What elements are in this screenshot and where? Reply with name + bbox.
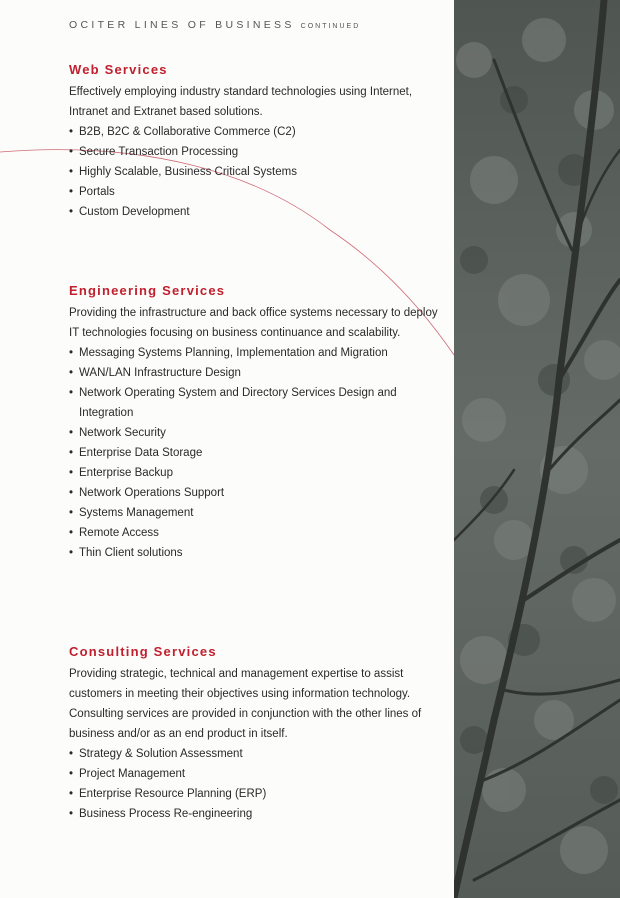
list-item: • Enterprise Data Storage [69,443,439,463]
section-web-services [69,62,439,222]
bullet-icon: • [69,447,74,459]
header-title: OCITER LINES OF BUSINESS [69,19,295,31]
list-item: • Custom Development [69,202,439,222]
section-heading: Web Services [69,62,168,77]
bullet-icon: • [69,547,74,559]
section-intro: Providing strategic, technical and management expertise to assist customers in meeting their objectives using information technology. Consulting services are provided in conjunction with the other lines of business and/or as an end product in itself. [69,668,422,740]
list-item: • WAN/LAN Infrastructure Design [69,363,439,383]
list-item: • Enterprise Resource Planning (ERP) [69,784,439,804]
tree-photo [454,0,620,898]
list-item: • B2B, B2C & Collaborative Commerce (C2) [69,122,439,142]
list-item: • Thin Client solutions [69,543,439,563]
section-intro: Effectively employing industry standard technologies using Internet, Intranet and Extranet based solutions. [69,86,413,118]
service-list [69,343,439,563]
bullet-icon: • [69,427,74,439]
list-item: • Secure Transaction Processing [69,142,439,162]
bullet-icon: • [69,347,74,359]
bullet-icon: • [69,527,74,539]
bullet-icon: • [69,487,74,499]
list-item: • Remote Access [69,523,439,543]
section-consulting-services [69,644,439,824]
service-list [69,744,439,824]
list-item: • Systems Management [69,503,439,523]
bullet-icon: • [69,206,74,218]
bullet-icon: • [69,186,74,198]
list-item: • Project Management [69,764,439,784]
section-heading: Engineering Services [69,283,226,298]
bullet-icon: • [69,126,74,138]
bullet-icon: • [69,808,74,820]
list-item: • Business Process Re-engineering [69,804,439,824]
list-item: • Network Operating System and Directory Services Design and Integration [69,383,439,423]
bullet-icon: • [69,146,74,158]
list-item: • Highly Scalable, Business Critical Systems [69,162,439,182]
list-item: • Portals [69,182,439,202]
section-heading: Consulting Services [69,644,217,659]
tree-photo-graphic [454,0,620,898]
bullet-icon: • [69,788,74,800]
section-engineering-services [69,283,439,563]
bullet-icon: • [69,507,74,519]
list-item: • Network Operations Support [69,483,439,503]
list-item: • Strategy & Solution Assessment [69,744,439,764]
page-header [69,19,360,31]
bullet-icon: • [69,387,74,399]
bullet-icon: • [69,768,74,780]
bullet-icon: • [69,166,74,178]
service-list [69,122,439,222]
bullet-icon: • [69,367,74,379]
list-item: • Messaging Systems Planning, Implementation and Migration [69,343,439,363]
list-item: • Enterprise Backup [69,463,439,483]
list-item: • Network Security [69,423,439,443]
bullet-icon: • [69,748,74,760]
header-continued: CONTINUED [300,23,361,30]
bullet-icon: • [69,467,74,479]
section-intro: Providing the infrastructure and back office systems necessary to deploy IT technologies focusing on business continuance and scalability. [69,307,438,339]
